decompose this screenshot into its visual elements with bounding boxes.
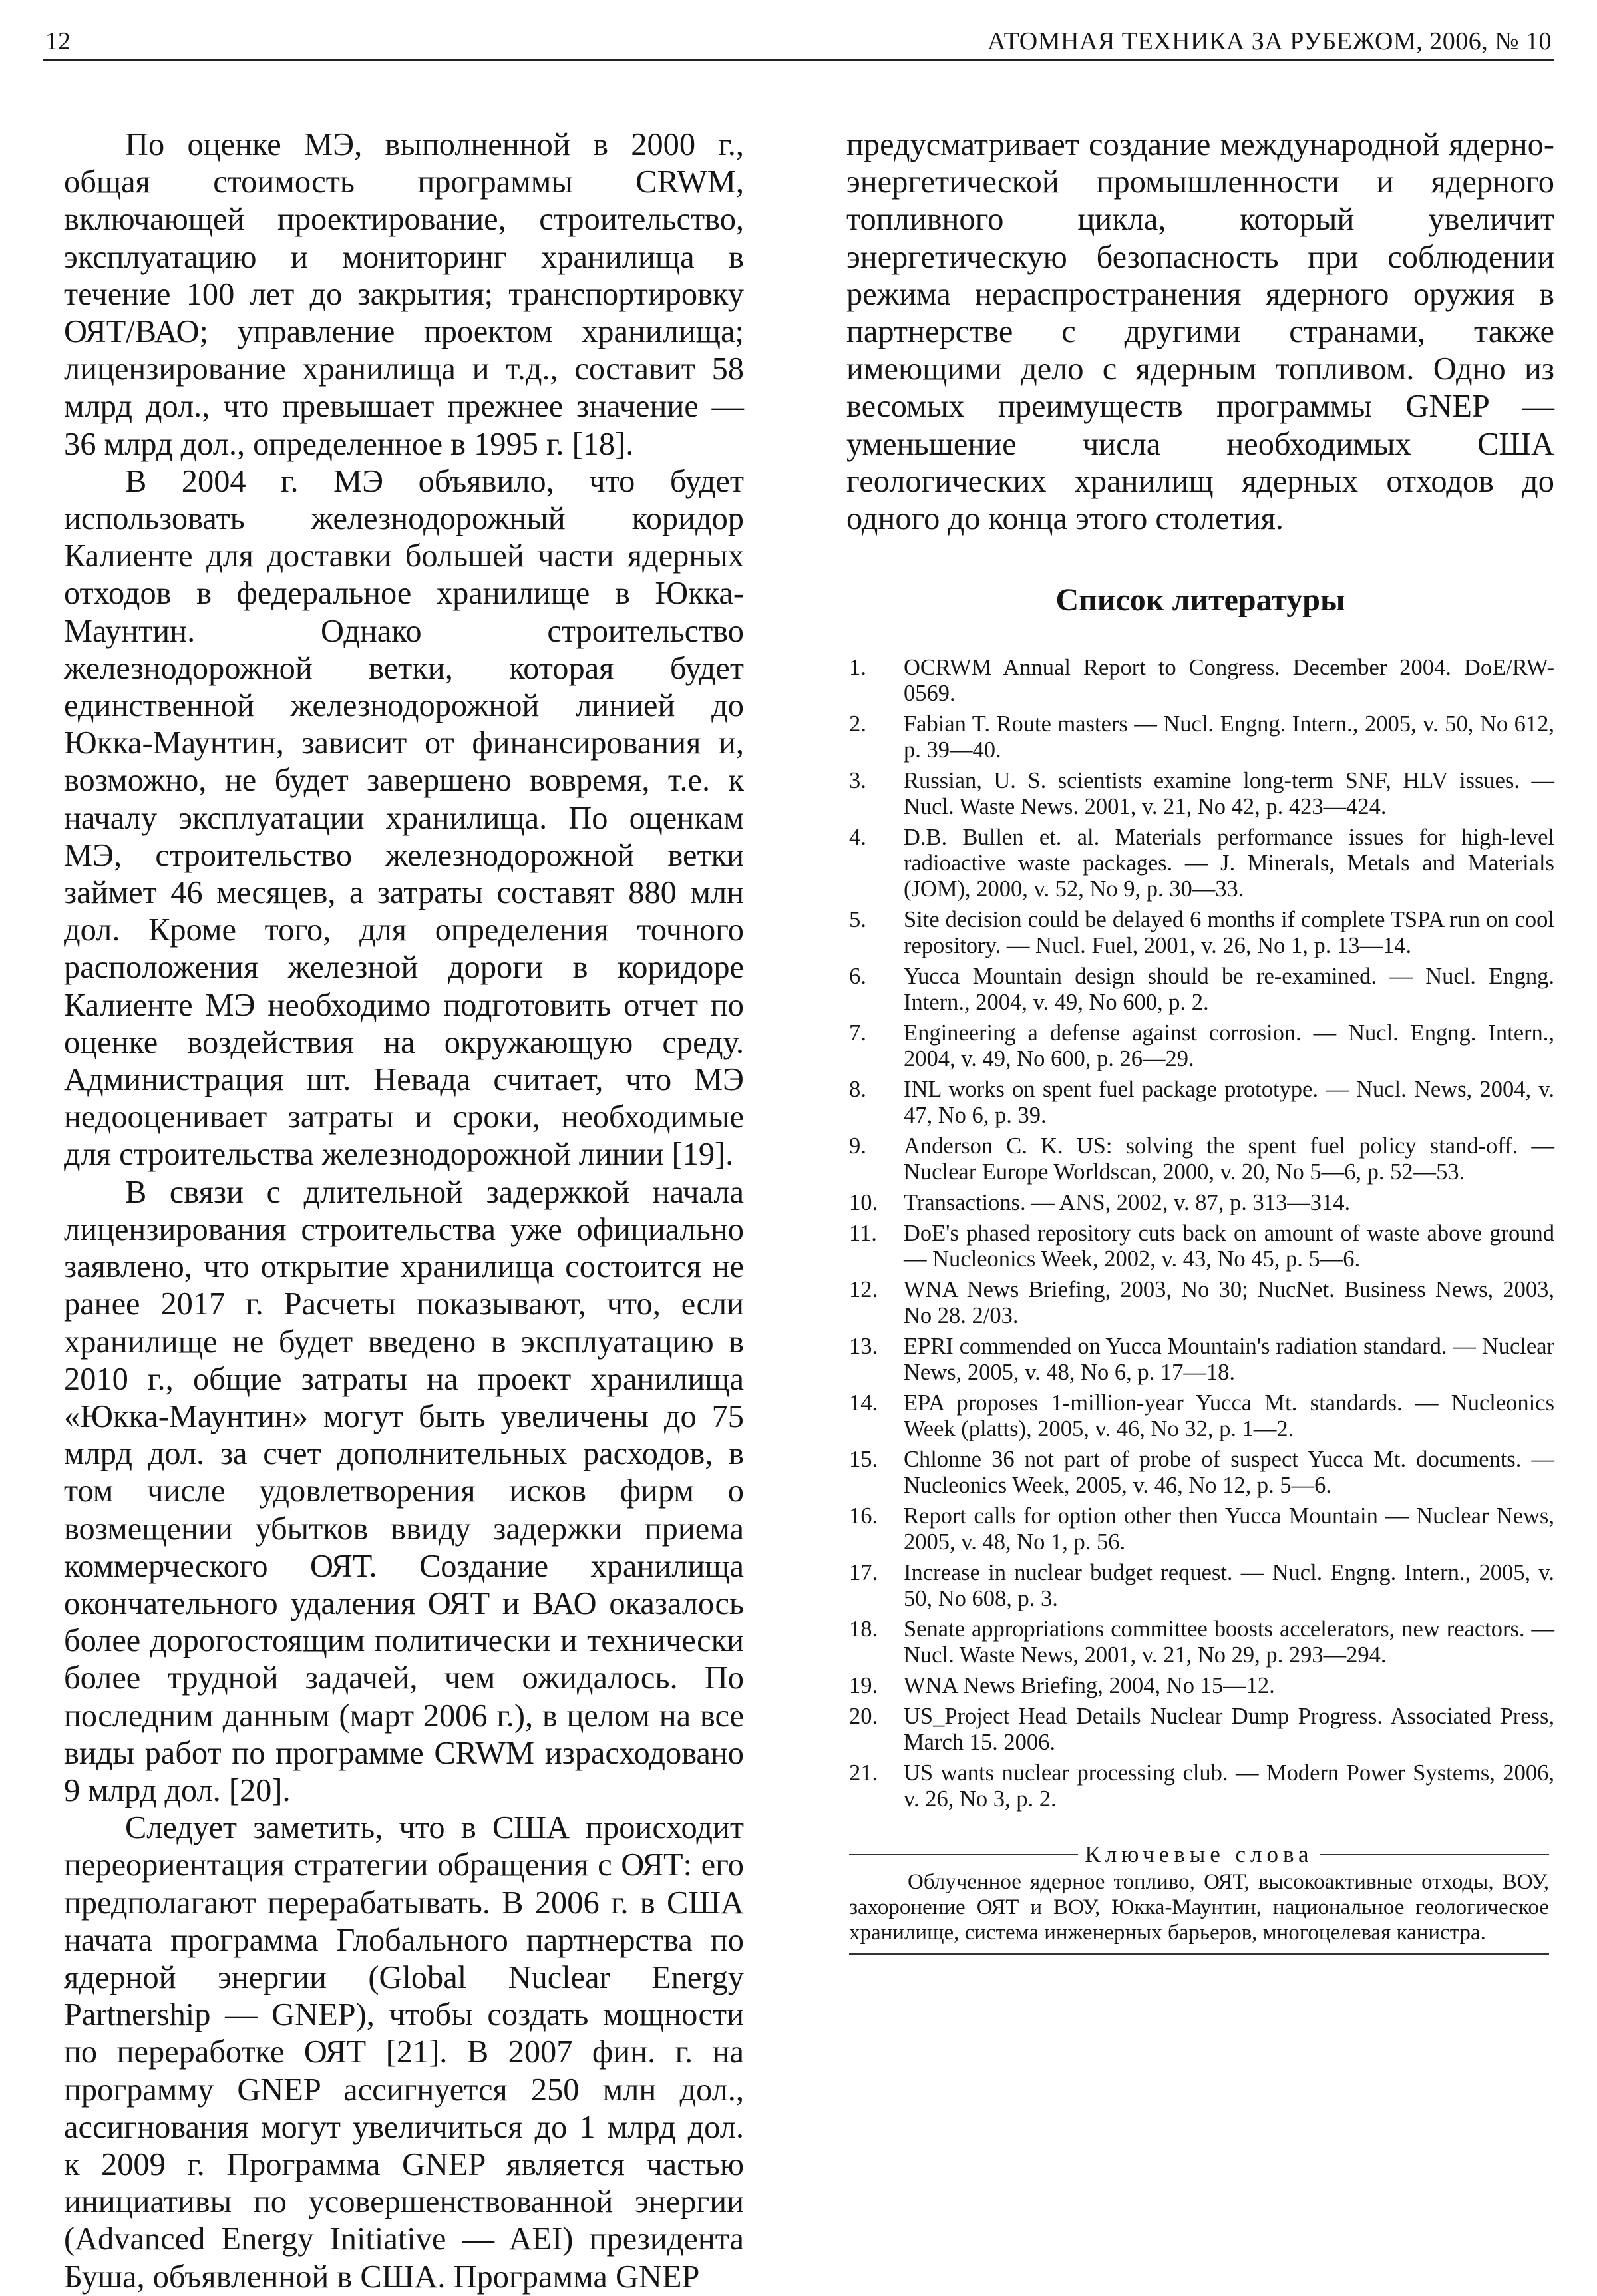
paragraph-licensing-delay: В связи с длительной задержкой начала лицензирования строительства уже официально заявлено, что открытие хранилища состоится не ранее 2017 г. Расчеты показывают, что, если хранилище не будет введено в эксплуатацию в 2010 г., общие затраты на проект хранилища «Юкка-Маунтин» могут быть увеличены до 75 млрд дол. за счет дополнительных расходов, в том числе удовлетворения исков фирм о возмещении убытков ввиду задержки приема коммерческого ОЯТ. Создание хранилища окончательного удаления ОЯТ и ВАО оказалось более дорогостоящим политически и технически более трудной задачей, чем ожидалось. По последним данным (март 2006 г.), в целом на все виды работ по программе CRWM израсходовано 9 млрд дол. [20]. bbox=[64, 1174, 744, 1808]
keywords-box bbox=[849, 1841, 1549, 1955]
reference-item bbox=[846, 1020, 1554, 1072]
reference-number: 9. bbox=[849, 1133, 866, 1159]
reference-number: 12. bbox=[849, 1277, 878, 1303]
reference-item bbox=[846, 768, 1554, 820]
reference-text: Site decision could be delayed 6 months if complete TSPA run on cool repository. — Nucl. Fuel, 2001, v. 26, No 1, p. 13—14. bbox=[904, 907, 1554, 959]
reference-number: 8. bbox=[849, 1077, 866, 1103]
reference-text: Engineering a defense against corrosion. — Nucl. Engng. Intern., 2004, v. 49, No 600, p. 26—29. bbox=[904, 1020, 1554, 1072]
reference-item bbox=[846, 1560, 1554, 1612]
reference-text: Report calls for option other then Yucca Mountain — Nuclear News, 2005, v. 48, No 1, p. 56. bbox=[904, 1503, 1554, 1555]
keywords-heading bbox=[849, 1841, 1549, 1868]
reference-item bbox=[846, 711, 1554, 763]
reference-item bbox=[846, 1221, 1554, 1272]
reference-text: Senate appropriations committee boosts accelerators, new reactors. — Nucl. Waste News, 2001, v. 21, No 29, p. 293—294. bbox=[904, 1617, 1554, 1668]
reference-number: 21. bbox=[849, 1760, 878, 1786]
reference-text: Anderson C. K. US: solving the spent fuel policy stand-off. — Nuclear Europe Worldscan, 2000, v. 20, No 5—6, p. 52—53. bbox=[904, 1133, 1554, 1185]
reference-item bbox=[846, 1673, 1554, 1699]
reference-number: 1. bbox=[849, 655, 866, 681]
reference-text: US_Project Head Details Nuclear Dump Progress. Associated Press, March 15. 2006. bbox=[904, 1704, 1554, 1756]
reference-text: Russian, U. S. scientists examine long-term SNF, HLV issues. — Nucl. Waste News. 2001, v. 21, No 42, p. 423—424. bbox=[904, 768, 1554, 820]
right-column bbox=[846, 126, 1554, 1955]
paragraph-gnep: Следует заметить, что в США происходит переориентация стратегии обращения с ОЯТ: его предполагают перерабатывать. В 2006 г. в США начата программа Глобального партнерства по ядерной энергии (Global Nuclear Energy Partnership — GNEP), чтобы создать мощности по переработке ОЯТ [21]. В 2007 фин. г. на программу GNEP ассигнуется 250 млн дол., ассигнования могут увеличиться до 1 млрд дол. к 2009 г. Программа GNEP является частью инициативы по усовершенствованной энергии (Advanced Energy Initiative — AEI) президента Буша, объявленной в США. Программа GNEP bbox=[64, 1810, 744, 2295]
keywords-rule-left bbox=[849, 1854, 1078, 1855]
reference-item bbox=[846, 1190, 1554, 1216]
keywords-label: Ключевые слова bbox=[1085, 1841, 1314, 1868]
reference-item bbox=[846, 1277, 1554, 1329]
reference-number: 5. bbox=[849, 907, 866, 933]
reference-text: EPA proposes 1-million-year Yucca Mt. standards. — Nucleonics Week (platts), 2005, v. 46, No 32, p. 1—2. bbox=[904, 1390, 1554, 1442]
reference-number: 2. bbox=[849, 711, 866, 737]
reference-number: 11. bbox=[849, 1221, 877, 1246]
journal-title: АТОМНАЯ ТЕХНИКА ЗА РУБЕЖОМ, 2006, № 10 bbox=[987, 27, 1552, 55]
reference-text: OCRWM Annual Report to Congress. December 2004. DoE/RW-0569. bbox=[904, 655, 1554, 707]
reference-number: 14. bbox=[849, 1390, 878, 1416]
reference-text: Fabian T. Route masters — Nucl. Engng. Intern., 2005, v. 50, No 612, p. 39—40. bbox=[904, 711, 1554, 763]
keywords-rule-right bbox=[1320, 1854, 1549, 1855]
reference-number: 3. bbox=[849, 768, 866, 794]
reference-text: Transactions. — ANS, 2002, v. 87, p. 313—314. bbox=[904, 1190, 1351, 1216]
reference-item bbox=[846, 1133, 1554, 1185]
reference-number: 17. bbox=[849, 1560, 878, 1586]
keywords-text: Облученное ядерное топливо, ОЯТ, высокоактивные отходы, ВОУ, захоронение ОЯТ и ВОУ, Юкка-Маунтин, национальное геологическое хранилище, система инженерных барьеров, многоцелевая канистра. bbox=[849, 1869, 1549, 1955]
reference-item bbox=[846, 1617, 1554, 1668]
reference-text: EPRI commended on Yucca Mountain's radiation standard. — Nuclear News, 2005, v. 48, No 6, p. 17—18. bbox=[904, 1334, 1554, 1386]
reference-number: 20. bbox=[849, 1704, 878, 1730]
reference-item bbox=[846, 655, 1554, 707]
reference-item bbox=[846, 1077, 1554, 1129]
reference-text: Yucca Mountain design should be re-examined. — Nucl. Engng. Intern., 2004, v. 49, No 600, p. 2. bbox=[904, 964, 1554, 1016]
paragraph-gnep-continued: предусматривает создание международной ядерно-энергетической промышленности и ядерного топливного цикла, который увеличит энергетическую безопасность при соблюдении режима нераспространения ядерного оружия в партнерстве с другими странами, также имеющими дело с ядерным топливом. Одно из весомых преимуществ программы GNEP — уменьшение числа необходимых США геологических хранилищ ядерных отходов до одного до конца этого столетия. bbox=[846, 127, 1554, 537]
reference-item bbox=[846, 1390, 1554, 1442]
reference-item bbox=[846, 907, 1554, 959]
references-heading: Список литературы bbox=[1055, 582, 1345, 618]
reference-number: 10. bbox=[849, 1190, 878, 1216]
reference-item bbox=[846, 1334, 1554, 1386]
paragraph-railway-corridor: В 2004 г. МЭ объявило, что будет использовать железнодорожный коридор Калиенте для доставки большей части ядерных отходов в федеральное хранилище в Юкка-Маунтин. Однако строительство железнодорожной ветки, которая будет единственной железнодорожной линией до Юкка-Маунтин, зависит от финансирования и, возможно, не будет завершено вовремя, т.е. к началу эксплуатации хранилища. По оценкам МЭ, строительство железнодорожной ветки займет 46 месяцев, а затраты составят 880 млн дол. Кроме того, для определения точного расположения железной дороги в коридоре Калиенте МЭ необходимо подготовить отчет по оценке воздействия на окружающую среду. Администрация шт. Невада считает, что МЭ недооценивает затраты и сроки, необходимые для строительства железнодорожной линии [19]. bbox=[64, 463, 744, 1173]
reference-item bbox=[846, 1704, 1554, 1756]
reference-item bbox=[846, 825, 1554, 902]
left-column bbox=[64, 126, 744, 2296]
reference-text: WNA News Briefing, 2003, No 30; NucNet. Business News, 2003, No 28. 2/03. bbox=[904, 1277, 1554, 1329]
reference-text: INL works on spent fuel package prototype. — Nucl. News, 2004, v. 47, No 6, p. 39. bbox=[904, 1077, 1554, 1129]
reference-text: US wants nuclear processing club. — Modern Power Systems, 2006, v. 26, No 3, p. 2. bbox=[904, 1760, 1554, 1812]
reference-number: 18. bbox=[849, 1617, 878, 1642]
reference-text: WNA News Briefing, 2004, No 15—12. bbox=[904, 1673, 1275, 1699]
reference-item bbox=[846, 1447, 1554, 1499]
reference-number: 4. bbox=[849, 825, 866, 851]
paragraph-cost-estimate: По оценке МЭ, выполненной в 2000 г., общая стоимость программы CRWM, включающей проектирование, строительство, эксплуатацию и мониторинг хранилища в течение 100 лет до закрытия; транспортировку ОЯТ/ВАО; управление проектом хранилища; лицензирование хранилища и т.д., составит 58 млрд дол., что превышает прежнее значение — 36 млрд дол., определенное в 1995 г. [18]. bbox=[64, 127, 744, 462]
reference-item bbox=[846, 1503, 1554, 1555]
reference-number: 7. bbox=[849, 1020, 866, 1046]
reference-number: 16. bbox=[849, 1503, 878, 1529]
reference-number: 13. bbox=[849, 1334, 878, 1360]
reference-number: 19. bbox=[849, 1673, 878, 1699]
page-number: 12 bbox=[45, 27, 71, 55]
page-header bbox=[43, 27, 1554, 61]
reference-text: Chlonne 36 not part of probe of suspect Yucca Mt. documents. — Nucleonics Week, 2005, v. 46, No 12, p. 5—6. bbox=[904, 1447, 1554, 1499]
reference-text: Increase in nuclear budget request. — Nucl. Engng. Intern., 2005, v. 50, No 608, p. 3. bbox=[904, 1560, 1554, 1612]
reference-item bbox=[846, 964, 1554, 1016]
reference-number: 6. bbox=[849, 964, 866, 990]
reference-item bbox=[846, 1760, 1554, 1812]
reference-number: 15. bbox=[849, 1447, 878, 1473]
reference-text: DoE's phased repository cuts back on amount of waste above ground — Nucleonics Week, 2002, v. 43, No 45, p. 5—6. bbox=[904, 1221, 1554, 1272]
references-list bbox=[846, 655, 1554, 1812]
reference-text: D.B. Bullen et. al. Materials performance issues for high-level radioactive waste packages. — J. Minerals, Metals and Materials (JOM), 2000, v. 52, No 9, p. 30—33. bbox=[904, 825, 1554, 902]
